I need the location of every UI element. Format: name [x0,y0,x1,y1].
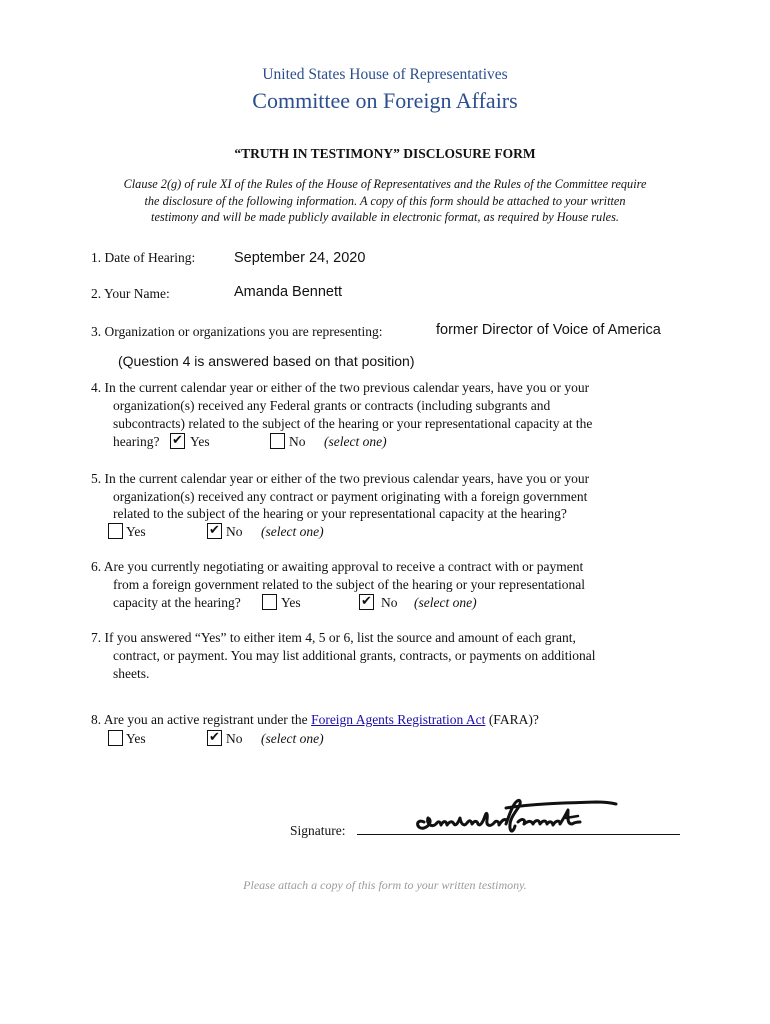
fara-link[interactable]: Foreign Agents Registration Act [311,712,486,727]
q5-yes-checkbox[interactable] [108,523,123,539]
q5-line: organization(s) received any contract or payment originating with a foreign government [113,489,588,504]
q6-yes-label: Yes [281,595,301,610]
form-title: “TRUTH IN TESTIMONY” DISCLOSURE FORM [234,146,536,161]
q2-label: 2. Your Name: [91,286,170,301]
q4-yes-label: Yes [190,434,210,449]
q4-hearing-prefix: hearing? [113,434,160,449]
q6-select-one: (select one) [414,595,477,610]
clause-text [0,176,770,226]
q7-line: contract, or payment. You may list additional grants, contracts, or payments on additional [113,648,596,663]
q8-no-checkbox[interactable]: ✔ [207,730,222,746]
q5-select-one: (select one) [261,524,324,539]
q6-no-checkbox[interactable]: ✔ [359,594,374,610]
q6-capacity-prefix: capacity at the hearing? [113,595,241,610]
q6-line: 6. Are you currently negotiating or awaiting approval to receive a contract with or payment [91,559,584,574]
q4-no-label: No [289,434,306,449]
q7-line: sheets. [113,666,150,681]
committee-heading: Committee on Foreign Affairs [252,88,518,113]
question4-note: (Question 4 is answered based on that position) [118,353,415,369]
signature-image [410,794,625,840]
q8-yes-checkbox[interactable] [108,730,123,746]
q4-yes-checkbox[interactable]: ✔ [170,433,185,449]
organization-field[interactable]: former Director of Voice of America [436,322,661,338]
q4-line: 4. In the current calendar year or either of the two previous calendar years, have you or your [91,380,590,395]
clause-line: Clause 2(g) of rule XI of the Rules of the House of Representatives and the Rules of the Committee require [123,177,647,191]
footer-note: Please attach a copy of this form to your written testimony. [243,878,527,892]
q8-no-label: No [226,731,243,746]
q5-line: 5. In the current calendar year or either of the two previous calendar years, have you or your [91,471,590,486]
q4-line: organization(s) received any Federal grants or contracts (including subgrants and [113,398,551,413]
q8-select-one: (select one) [261,731,324,746]
house-heading: United States House of Representatives [262,66,508,83]
q4-no-checkbox[interactable] [270,433,285,449]
q6-no-label: No [381,595,398,610]
q4-select-one: (select one) [324,434,387,449]
q8-suffix: (FARA)? [488,712,539,727]
q7-line: 7. If you answered “Yes” to either item 4, 5 or 6, list the source and amount of each grant, [91,630,576,645]
q8-yes-label: Yes [126,731,146,746]
q5-no-label: No [226,524,243,539]
date-of-hearing-field[interactable]: September 24, 2020 [234,250,366,266]
clause-line: the disclosure of the following information. A copy of this form should be attached to your written [144,193,626,208]
q8-prefix: 8. Are you an active registrant under the [91,712,308,727]
q3-label: 3. Organization or organizations you are representing: [91,324,383,339]
your-name-field[interactable]: Amanda Bennett [234,284,343,300]
clause-line: testimony and will be made publicly available in electronic format, as required by House rules. [151,210,619,224]
q5-no-checkbox[interactable]: ✔ [207,523,222,539]
q5-yes-label: Yes [126,524,146,539]
signature-label: Signature: [290,823,346,838]
q6-yes-checkbox[interactable] [262,594,277,610]
q1-label: 1. Date of Hearing: [91,250,196,265]
q5-line: related to the subject of the hearing or your representational capacity at the hearing? [113,506,567,521]
q6-line: from a foreign government related to the subject of the hearing or your representational [113,577,585,592]
q8-question [91,712,539,728]
q4-line: subcontracts) related to the subject of the hearing or your representational capacity at the [113,416,593,431]
